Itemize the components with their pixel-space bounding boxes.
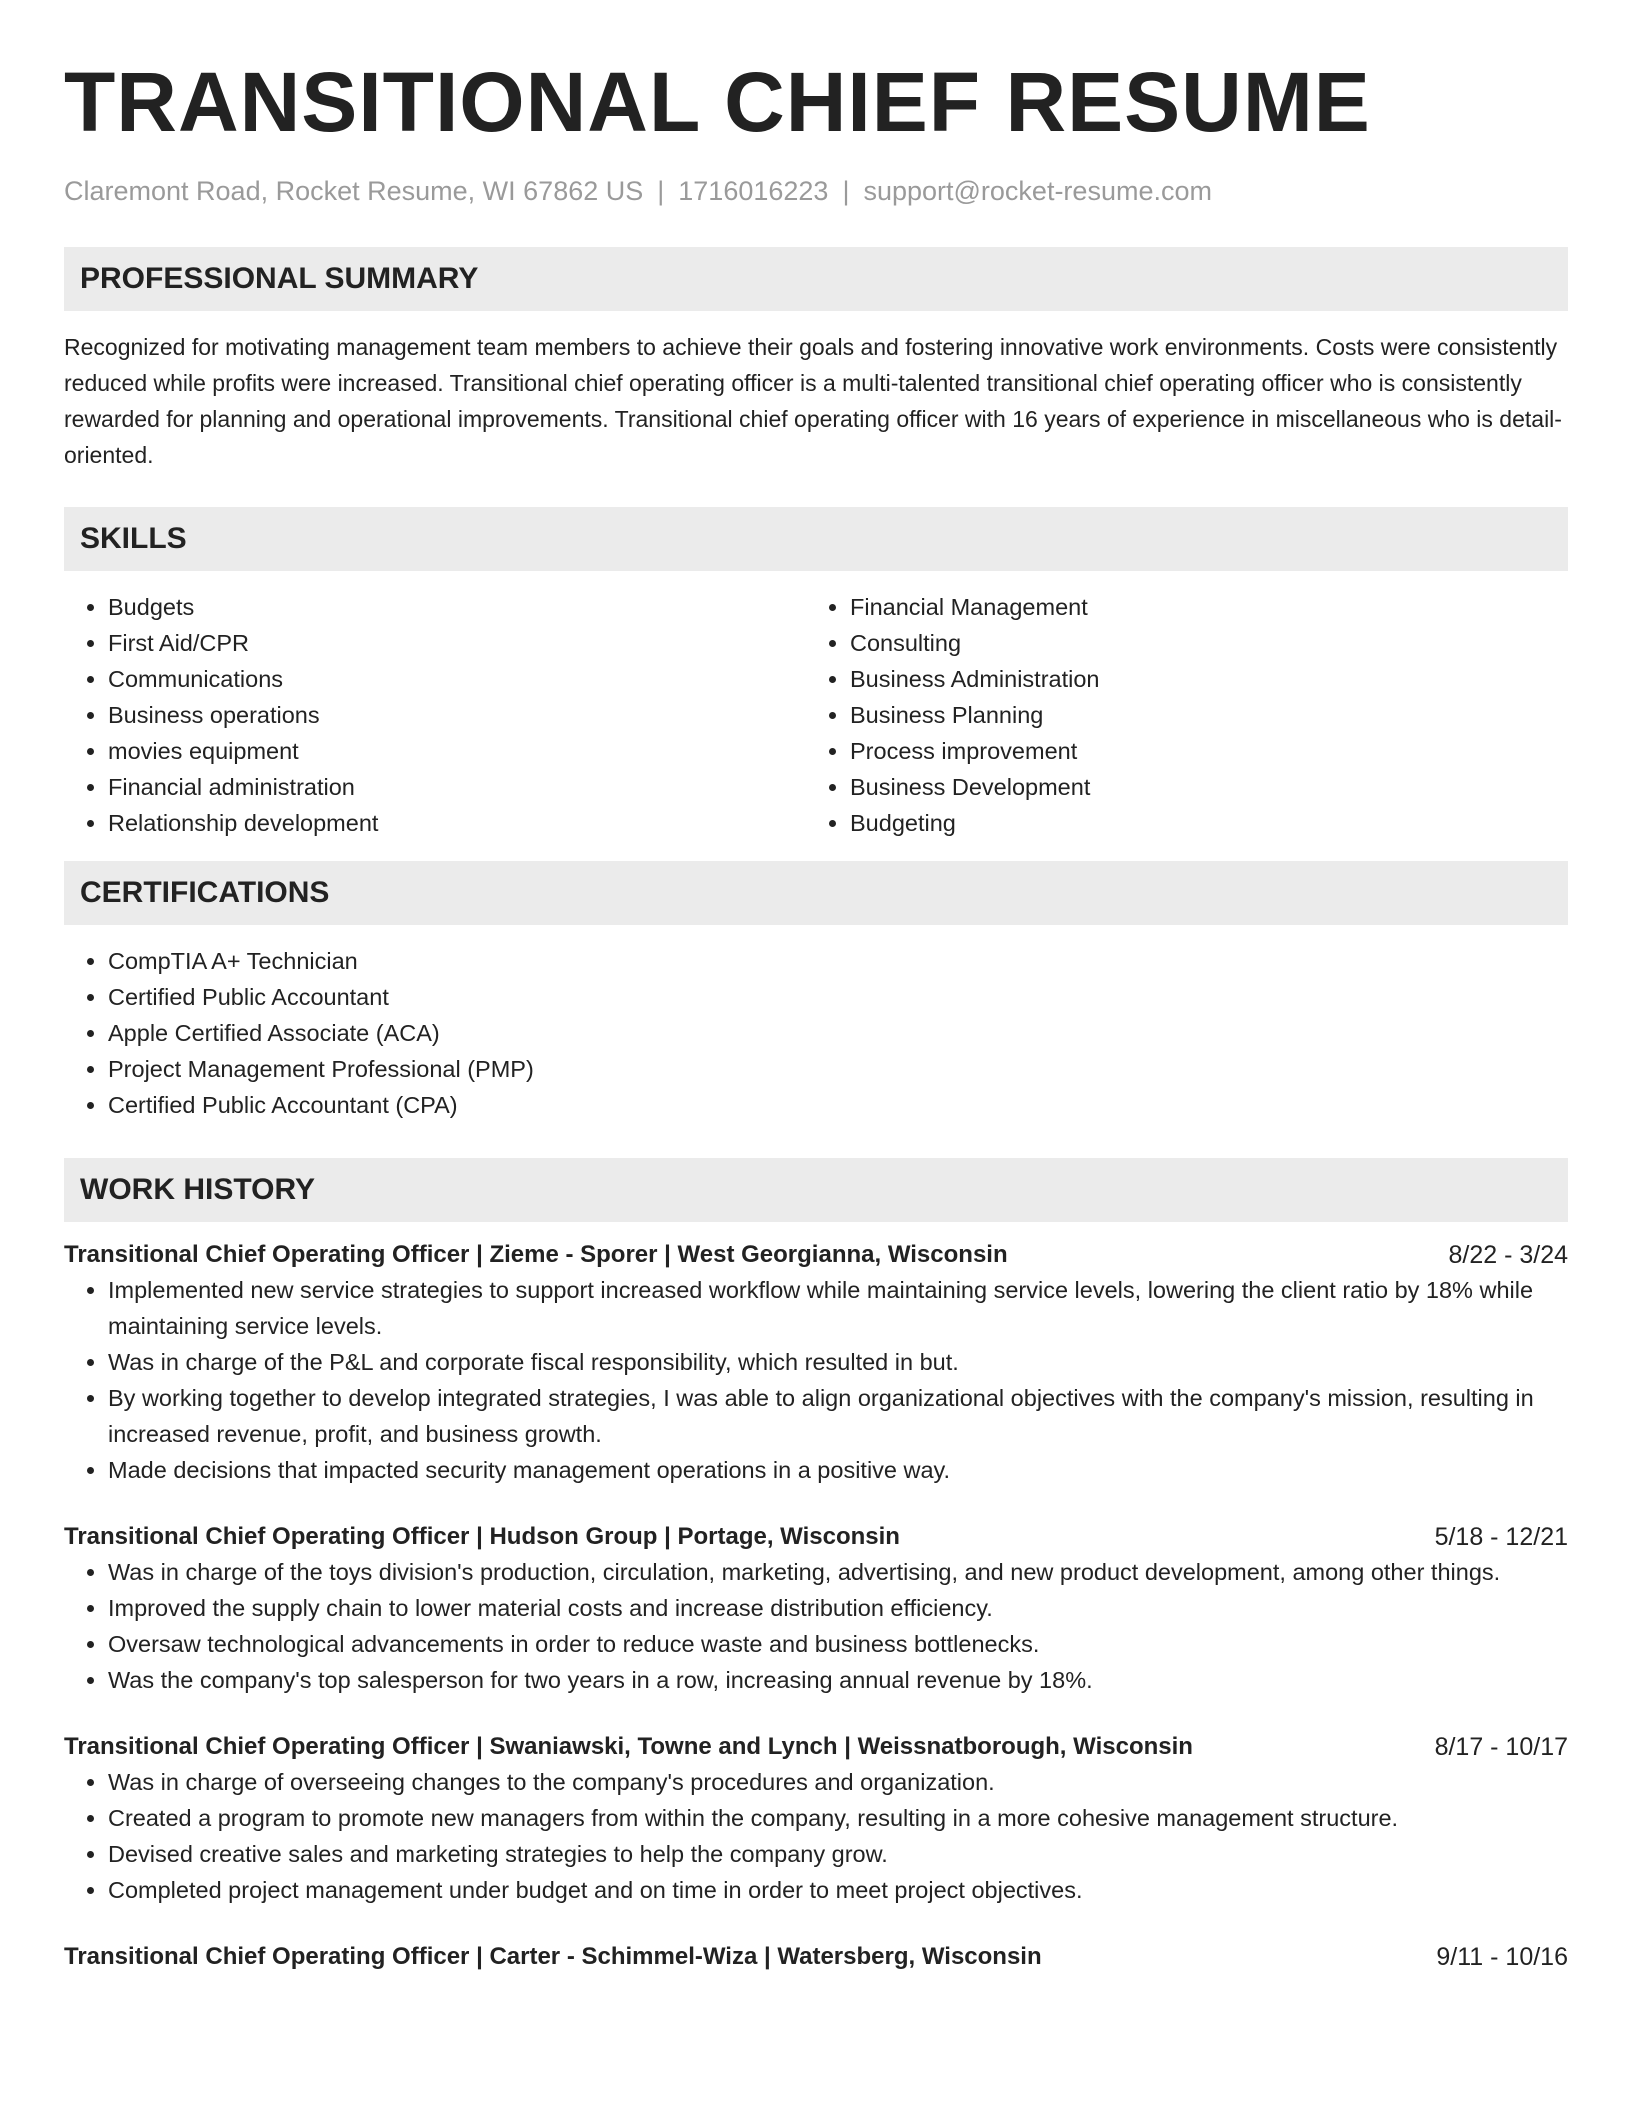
certifications-list bbox=[64, 943, 1568, 1123]
skill-item: • Business Administration bbox=[850, 661, 1548, 697]
job-bullet: • Was in charge of overseeing changes to the company's procedures and organization. bbox=[108, 1764, 1568, 1800]
contact-address: Claremont Road, Rocket Resume, WI 67862 US bbox=[64, 176, 644, 206]
job-bullet: • Was in charge of the P&L and corporate fiscal responsibility, which resulted in but. bbox=[108, 1344, 1568, 1380]
contact-line bbox=[64, 174, 1568, 208]
skills-heading: SKILLS bbox=[64, 507, 1568, 571]
skills-column-right bbox=[806, 589, 1548, 841]
contact-phone: 1716016223 bbox=[678, 176, 829, 206]
certification-item: • Certified Public Accountant (CPA) bbox=[108, 1087, 1568, 1123]
skill-item: • Consulting bbox=[850, 625, 1548, 661]
job-dates: 8/17 - 10/17 bbox=[1434, 1733, 1568, 1761]
certification-item: • CompTIA A+ Technician bbox=[108, 943, 1568, 979]
job-dates: 5/18 - 12/21 bbox=[1434, 1523, 1568, 1551]
job-title: Transitional Chief Operating Officer | Swaniawski, Towne and Lynch | Weissnatborough, Wisconsin bbox=[64, 1733, 1193, 1760]
job-bullets bbox=[64, 1272, 1568, 1488]
job-bullet: • Made decisions that impacted security management operations in a positive way. bbox=[108, 1452, 1568, 1488]
skills-column-left bbox=[64, 589, 806, 841]
certification-item: • Apple Certified Associate (ACA) bbox=[108, 1015, 1568, 1051]
job-header bbox=[64, 1238, 1568, 1272]
skill-item: • Financial Management bbox=[850, 589, 1548, 625]
job-bullet: • Implemented new service strategies to support increased workflow while maintaining service levels, lowering the client ratio by 18% while maintaining service levels. bbox=[108, 1272, 1568, 1344]
job-entry bbox=[64, 1730, 1568, 1908]
job-dates: 8/22 - 3/24 bbox=[1448, 1241, 1568, 1269]
job-header bbox=[64, 1730, 1568, 1764]
job-bullets bbox=[64, 1554, 1568, 1698]
job-entry bbox=[64, 1238, 1568, 1488]
job-bullet: • Was in charge of the toys division's production, circulation, marketing, advertising, and new product development, among other things. bbox=[108, 1554, 1568, 1590]
job-entry bbox=[64, 1520, 1568, 1698]
job-bullet: • Created a program to promote new managers from within the company, resulting in a more cohesive management structure. bbox=[108, 1800, 1568, 1836]
job-bullet: • Oversaw technological advancements in order to reduce waste and business bottlenecks. bbox=[108, 1626, 1568, 1662]
job-title: Transitional Chief Operating Officer | Hudson Group | Portage, Wisconsin bbox=[64, 1523, 900, 1550]
job-entry bbox=[64, 1940, 1568, 1974]
summary-text: Recognized for motivating management team members to achieve their goals and fostering innovative work environments. Costs were consistently reduced while profits were increased. Transitional chief operating officer is a multi-talented transitional chief operating officer who is consistently rewarded for planning and operational improvements. Transitional chief operating officer with 16 years of experience in miscellaneous who is detail-oriented. bbox=[64, 334, 1562, 468]
contact-separator: | bbox=[657, 176, 665, 206]
job-bullet: • Completed project management under budget and on time in order to meet project objectives. bbox=[108, 1872, 1568, 1908]
certifications-heading: CERTIFICATIONS bbox=[64, 861, 1568, 925]
skill-item: • Budgeting bbox=[850, 805, 1548, 841]
skill-item: • First Aid/CPR bbox=[108, 625, 806, 661]
job-header bbox=[64, 1520, 1568, 1554]
resume-title: TRANSITIONAL CHIEF RESUME bbox=[64, 55, 1371, 149]
contact-separator: | bbox=[842, 176, 850, 206]
job-bullets bbox=[64, 1764, 1568, 1908]
skill-item: • Business Planning bbox=[850, 697, 1548, 733]
job-bullet: • By working together to develop integrated strategies, I was able to align organizational objectives with the company's mission, resulting in increased revenue, profit, and business growth. bbox=[108, 1380, 1568, 1452]
job-header bbox=[64, 1940, 1568, 1974]
skills-list bbox=[64, 589, 1568, 841]
work-history-heading: WORK HISTORY bbox=[64, 1158, 1568, 1222]
certification-item: • Certified Public Accountant bbox=[108, 979, 1568, 1015]
job-title: Transitional Chief Operating Officer | Zieme - Sporer | West Georgianna, Wisconsin bbox=[64, 1241, 1008, 1268]
job-title: Transitional Chief Operating Officer | Carter - Schimmel-Wiza | Watersberg, Wisconsin bbox=[64, 1943, 1042, 1970]
skill-item: • Budgets bbox=[108, 589, 806, 625]
job-bullet: • Improved the supply chain to lower material costs and increase distribution efficiency. bbox=[108, 1590, 1568, 1626]
job-dates: 9/11 - 10/16 bbox=[1436, 1943, 1568, 1971]
skill-item: • Relationship development bbox=[108, 805, 806, 841]
skill-item: • Communications bbox=[108, 661, 806, 697]
certification-item: • Project Management Professional (PMP) bbox=[108, 1051, 1568, 1087]
skill-item: • Business operations bbox=[108, 697, 806, 733]
skill-item: • movies equipment bbox=[108, 733, 806, 769]
job-bullet: • Was the company's top salesperson for two years in a row, increasing annual revenue by 18%. bbox=[108, 1662, 1568, 1698]
summary-heading: PROFESSIONAL SUMMARY bbox=[64, 247, 1568, 311]
skill-item: • Process improvement bbox=[850, 733, 1548, 769]
job-bullet: • Devised creative sales and marketing strategies to help the company grow. bbox=[108, 1836, 1568, 1872]
contact-email: support@rocket-resume.com bbox=[863, 176, 1212, 206]
skill-item: • Business Development bbox=[850, 769, 1548, 805]
skill-item: • Financial administration bbox=[108, 769, 806, 805]
